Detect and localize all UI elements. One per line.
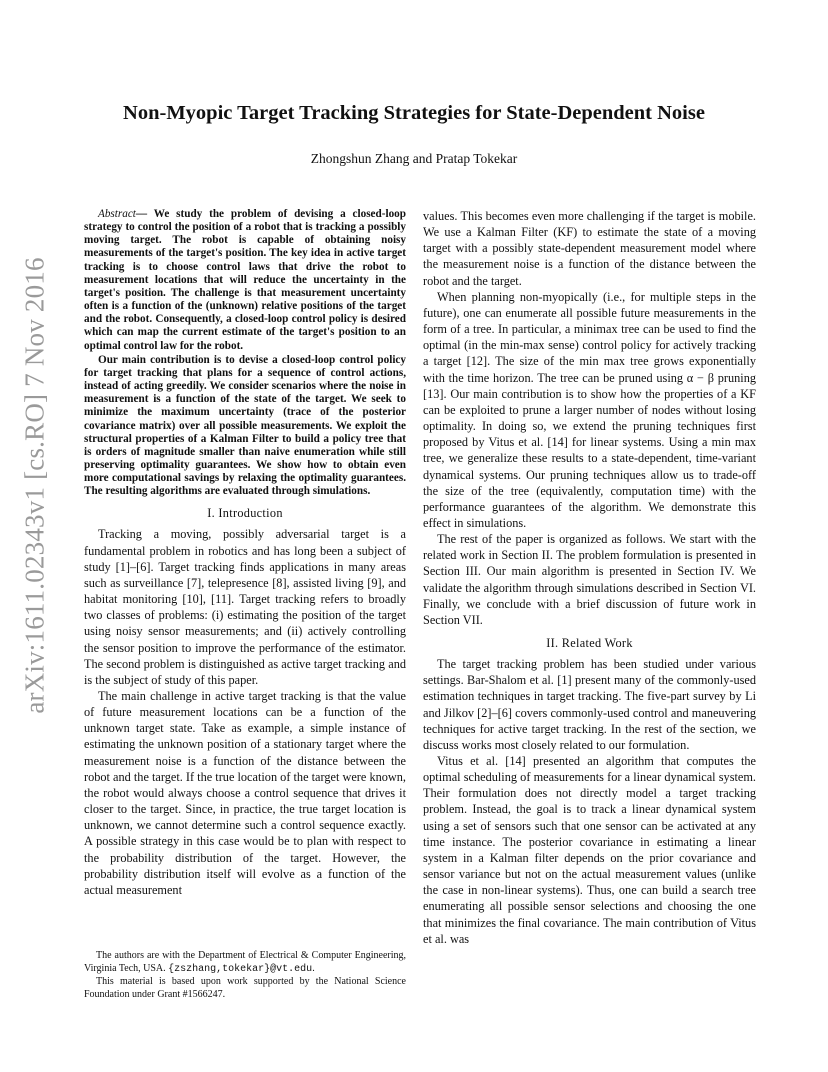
intro-paragraph-1: Tracking a moving, possibly adversarial target is a fundamental problem in robotics and has long been a subject of study [1]–[6]. Target tracking finds applications in many areas such as surveillance [7], telepresence [8], assisted living [9], and habitat monitoring [10], [11]. Target tracking refers to broadly two classes of problems: (i) estimating the position of the target using noisy sensor measurements; and (ii) actively controlling the sensor position to improve the performance of the estimator. The second problem is distinguished as active target tracking and is the subject of study of this paper. [84, 527, 406, 687]
related-work-paragraph-2: Vitus et al. [14] presented an algorithm that computes the optimal scheduling of measurements for a linear dynamical system. Their formulation does not directly model a target tracking problem. Instead, the goal is to track a linear dynamical system using a set of sensors such that one sensor can be activated at any time instance. The posterior covariance in estimating a linear system in a Kalman filter depends on the prior covariance and sensor variance but not on the actual measurement values (unlike the case in non-linear systems). Thus, one can build a search tree enumerating all possible sensor selections and choosing the one that minimizes the final covariance. The main contribution of Vitus et al. was [423, 754, 756, 946]
right-column [423, 208, 756, 947]
arxiv-watermark [8, 255, 62, 715]
intro-paragraph-2-continued: values. This becomes even more challenging if the target is mobile. We use a Kalman Filter (KF) to estimate the state of a moving target with a possibly state-dependent measurement model where the measurement noise is a function of the distance between the robot and the target. [423, 209, 756, 288]
left-column [84, 208, 406, 898]
abstract-dash: — [135, 208, 154, 220]
related-work-paragraph-1: The target tracking problem has been studied under various settings. Bar-Shalom et al. [1] present many of the commonly-used estimation techniques in target tracking. The five-part survey by Li and Jilkov [2]–[6] covers commonly-used control and maneuvering techniques for active target tracking. In the rest of the section, we discuss works most closely related to our formulation. [423, 657, 756, 752]
paper-authors: Zhongshun Zhang and Pratap Tokekar [310, 151, 518, 166]
intro-paragraph-2: The main challenge in active target tracking is that the value of future measurement locations can be a function of the unknown target state. Take as example, a simple instance of estimating the unknown position of a stationary target where the measurement noise is a function of the distance between the robot and the target. If the true location of the target were known, the robot would always choose a control sequence that drives it closer to the target. Since, in practice, the true target location is unknown, we cannot determine such a control sequence exactly. A possible strategy in this case would be to plan with respect to the probability distribution of the target. However, the probability distribution itself will evolve as a function of the actual measurement [84, 689, 406, 897]
abstract-paragraph-2: Our main contribution is to devise a closed-loop control policy for target tracking that plans for a sequence of control actions, instead of acting greedily. We consider scenarios where the noise in measurement is a function of the state of the target. We seek to minimize the maximum uncertainty (trace of the posterior covariance matrix) over all possible measurements. We exploit the structural properties of a Kalman Filter to build a policy tree that is orders of magnitude smaller than naive enumeration while still preserving optimality guarantees. We show how to obtain even more computational savings by relaxing the optimality guarantees. The resulting algorithms are evaluated through simulations. [84, 353, 406, 498]
abstract-text-1: We study the problem of devising a closed-loop strategy to control the position of a robot that is tracking a possibly moving target. The robot is capable of obtaining noisy measurements of the target's position. The key idea in active target tracking is to choose control laws that drive the robot to measurement locations that will reduce the uncertainty in the target's position. The challenge is that measurement uncertainty often is a function of the (unknown) relative positions of the target and the robot. Consequently, a closed-loop control policy is desired which can map the current estimate of the target's position to an optimal control law for the robot. [84, 208, 406, 352]
section-heading-introduction: I. Introduction [207, 506, 283, 521]
arxiv-identifier: arXiv:1611.02343v1 [cs.RO] 7 Nov 2016 [19, 256, 50, 714]
author-emails: {zszhang,tokekar}@vt.edu [168, 963, 313, 975]
abstract-paragraph-1 [84, 208, 406, 353]
section-heading-related-work: II. Related Work [546, 636, 633, 651]
intro-paragraph-4: The rest of the paper is organized as follows. We start with the related work in Section II. The problem formulation is presented in Section III. Our main algorithm is presented in Section IV. We validate the algorithm through simulations described in Section VI. Finally, we conclude with a brief discussion of future work in Section VII. [423, 532, 756, 627]
abstract-label: Abstract [98, 208, 136, 220]
footnotes [84, 950, 406, 1001]
footnote-affiliation: The authors are with the Department of Electrical & Computer Engineering, Virginia Tech, USA. {zszhang,tokekar}@vt.edu. [84, 950, 406, 975]
paper-title: Non-Myopic Target Tracking Strategies for State-Dependent Noise [123, 102, 705, 124]
intro-paragraph-3: When planning non-myopically (i.e., for multiple steps in the future), one can enumerate all possible future measurements in the form of a tree. In particular, a minimax tree can be used to find the optimal (in the min-max sense) control policy for actively tracking a target [12]. The size of the min max tree grows exponentially with the time horizon. The tree can be pruned using α − β pruning [13]. Our main contribution is to show how the properties of a KF can be exploited to prune a larger number of nodes without losing optimality. In doing so, we extend the pruning techniques first proposed by Vitus et al. [14] for linear systems. Using a min max tree, we generalize these results to a state-dependent, time-variant dynamical systems. Our pruning techniques allow us to trade-off the size of the tree (equivalently, computation time) with the performance guarantees of the algorithm. We demonstrate this effect in simulations. [423, 289, 756, 530]
footnote-funding: This material is based upon work supported by the National Science Foundation under Grant #1566247. [84, 976, 406, 1000]
